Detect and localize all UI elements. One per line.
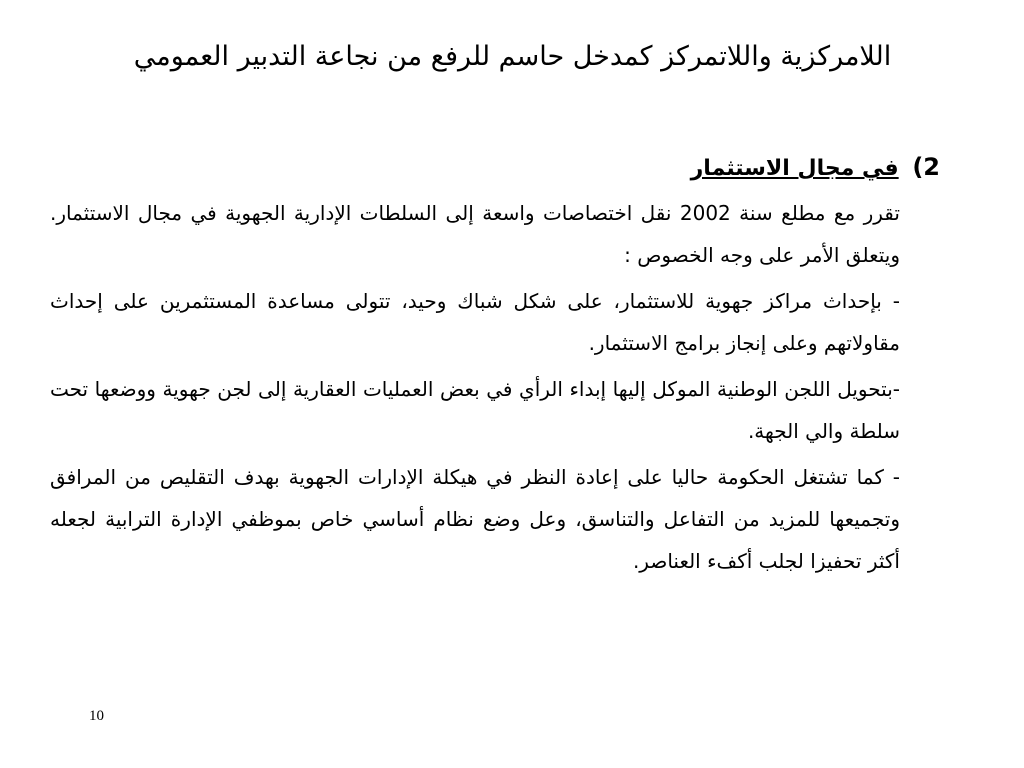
section-heading (50, 146, 940, 190)
paragraph-intro: تقرر مع مطلع سنة 2002 نقل اختصاصات واسعة إلى السلطات الإدارية الجهوية في مجال الاستثمار. ويتعلق الأمر على وجه الخصوص : (50, 201, 900, 267)
slide-title: اللامركزية واللاتمركز كمدخل حاسم للرفع من نجاعة التدبير العمومي (133, 41, 892, 72)
slide-content (50, 146, 940, 586)
paragraph-investment-centers: - بإحداث مراكز جهوية للاستثمار، على شكل شباك وحيد، تتولى مساعدة المستثمرين على إحداث مقاولاتهم وعلى إنجاز برامج الاستثمار. (50, 289, 900, 355)
page-number: 10 (89, 708, 104, 724)
section-number: 2) (912, 153, 940, 181)
paragraph-government-restructuring: - كما تشتغل الحكومة حاليا على إعادة النظر في هيكلة الإدارات الجهوية بهدف التقليص من المرافق وتجميعها للمزيد من التفاعل والتناسق، وعل وضع نظام أساسي خاص بموظفي الإدارة الترابية لجعله أكثر تحفيزا لجلب أكفء العناصر. (50, 465, 900, 573)
paragraph-regional-committees: -بتحويل اللجن الوطنية الموكل إليها إبداء الرأي في بعض العمليات العقارية إلى لجن جهوية ووضعها تحت سلطة والي الجهة. (50, 377, 900, 443)
section-heading-text: في مجال الاستثمار (690, 156, 899, 181)
